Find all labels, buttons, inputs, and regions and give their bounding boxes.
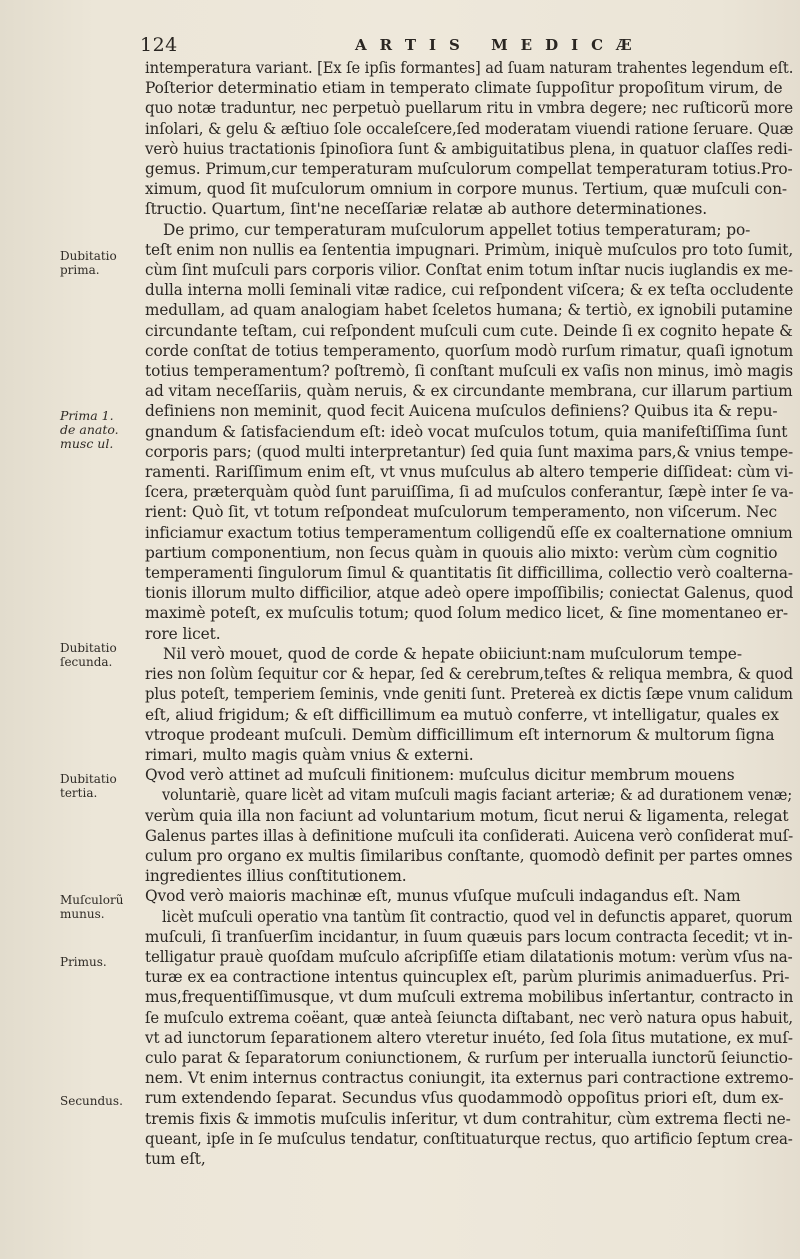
text-line: licèt muſculi operatio vna tantùm ſit contractio, quod vel in defunctis apparet, quorum xyxy=(162,907,793,926)
text-line: rum extendendo ſeparat. Secundus vſus quodammodò oppoſitus priori eſt, dum ex- xyxy=(145,1089,784,1108)
margin-note-line: prima. xyxy=(60,263,100,277)
text-line: Qvod verò attinet ad muſculi finitionem: muſculus dicitur membrum mouens xyxy=(145,766,735,785)
text-line: ingredientes illius conſtitutionem. xyxy=(145,867,407,886)
page-number: 124 xyxy=(140,34,178,56)
text-line: plus poteſt, temperiem ſeminis, vnde geniti ſunt. Pretereà ex dictis ſæpe vnum calidum xyxy=(145,685,793,704)
margin-note-line: munus. xyxy=(60,907,105,921)
margin-note-prima-de-anato xyxy=(60,409,140,451)
text-line: mus,frequentiſſimusque, vt dum muſculi extrema mobilibus inſertantur, contracto in xyxy=(145,988,794,1007)
text-line: culo parat & ſeparatorum coniunctionem, & rurſum per interualla iunctorũ ſeiunctio- xyxy=(145,1048,793,1067)
margin-note-line: Dubitatio xyxy=(60,249,117,263)
margin-note-dubitatio-secunda xyxy=(60,641,140,669)
text-line: rient: Quò ſit, vt totum reſpondeat muſculorum temperamento, non viſcerum. Nec xyxy=(145,503,778,522)
margin-note-line: musc ul. xyxy=(60,436,114,451)
text-line: verò huius tractationis ſpinoſiora ſunt & ambiguitatibus plena, in quatuor claſſes redi- xyxy=(145,139,793,158)
text-line: muſculi, ſi tranſuerſim incidantur, in ſuum quæuis pars locum contracta ſecedit; vt in- xyxy=(145,927,793,946)
text-line: inficiamur exactum totius temperamentum colligendũ eſſe ex coalternatione omnium xyxy=(145,523,793,542)
margin-note-secundus xyxy=(60,1094,140,1108)
margin-note-line: Primus. xyxy=(60,955,107,969)
text-line: circundante teſtam, cui reſpondent muſculi cum cute. Deinde ſi ex cognito hepate & xyxy=(145,321,793,340)
page-header xyxy=(140,34,780,56)
text-line: dulla interna molli ſeminali vitæ radice, cui reſpondent viſcera; & ex teſta occludente xyxy=(145,281,794,300)
text-line: turæ ex ea contractione intentus quincuplex eſt, parùm plurimis animaduerſus. Pri- xyxy=(145,968,790,987)
text-line: corporis pars; (quod multi interpretantur) ſed quia ſunt maxima pars,& vnius tempe- xyxy=(145,442,794,461)
text-line: tum eſt, xyxy=(145,1149,206,1168)
text-line: ſtructio. Quartum, ſint'ne neceſſariæ relatæ ab authore determinationes. xyxy=(145,200,708,219)
margin-note-dubitatio-tertia xyxy=(60,772,140,800)
text-line: ad vitam neceſſariis, quàm neruis, & ex circundante membrana, cur illarum partium xyxy=(145,382,793,401)
text-line: maximè poteſt, ex muſculis totum; quod ſolum medico licet, & ſine momentaneo er- xyxy=(145,604,788,623)
margin-note-line: Secundus. xyxy=(60,1094,123,1108)
text-line: tionis illorum multo difficilior, atque adeò opere impoſſibilis; coniectat Galenus, quod xyxy=(145,584,794,603)
text-line: totius temperamentum? poſtremò, ſi conſtant muſculi ex vaſis non minus, imò magis xyxy=(145,362,794,381)
text-line: De primo, cur temperaturam muſculorum appellet totius temperaturam; po- xyxy=(163,220,751,239)
margin-note-musculorum-munus xyxy=(60,893,140,921)
margin-note-line: tertia. xyxy=(60,786,98,800)
main-text xyxy=(145,58,793,1169)
text-line: eſt, aliud frigidum; & eſt difficillimum ea mutuò conferre, vt intelligatur, quales ex xyxy=(145,705,779,724)
text-line: Qvod verò maioris machinæ eſt, munus vſuſque muſculi indagandus eſt. Nam xyxy=(145,887,741,906)
text-line: vt ad iunctorum ſeparationem altero vteretur inuéto, ſed ſola ſitus mutatione, ex muſ- xyxy=(145,1028,793,1047)
text-line: gnandum & ſatisfaciendum eſt: ideò vocat muſculos totum, quia manifeſtiſſima ſunt xyxy=(145,422,788,441)
text-line: cùm ſint muſculi pars corporis vilior. Conſtat enim totum inſtar nucis iuglandis ex me- xyxy=(145,261,793,280)
running-head: ARTIS MEDICÆ xyxy=(355,36,645,54)
margin-note-line: de anato. xyxy=(60,422,119,437)
text-line: Galenus partes illas à definitione muſculi ita conſiderati. Auicena verò conſiderat muſ- xyxy=(145,826,794,845)
margin-note-line: Dubitatio xyxy=(60,641,117,655)
text-line: ſe muſculo extrema coëant, quæ anteà ſeiuncta diſtabant, nec verò natura opus habuit, xyxy=(145,1008,794,1027)
text-line: gemus. Primum,cur temperaturam muſculorum compellat temperaturam totius.Pro- xyxy=(145,160,793,179)
text-line: voluntariè, quare licèt ad vitam muſculi magis faciant arteriæ; & ad durationem venæ; xyxy=(161,786,793,805)
text-line: corde conſtat de totius temperamento, quorſum modò rurſum rimatur, quaſi ignotum xyxy=(145,341,794,360)
text-line: ries non ſolùm ſequitur cor & hepar, ſed & cerebrum,teſtes & reliqua membra, & quod xyxy=(145,665,793,684)
text-line: quo notæ traduntur, nec perpetuò puellarum ritu in vmbra degere; nec ruſticorũ more xyxy=(145,99,794,118)
margin-note-dubitatio-prima xyxy=(60,249,140,277)
text-line: tremis fixis & immotis muſculis inſeritur, vt dum contrahitur, cùm extrema flecti ne- xyxy=(145,1109,791,1128)
text-line: ramenti. Rariſſimum enim eſt, vt vnus muſculus ab altero temperie diſſideat: cùm vi- xyxy=(145,463,794,482)
text-line: culum pro organo ex multis ſimilaribus conſtante, quomodò definit per partes omnes xyxy=(145,846,793,865)
margin-note-line: Muſculorũ xyxy=(60,893,124,907)
text-line: vtroque prodeant muſculi. Demùm difficillimum eſt internorum & multorum ſigna xyxy=(145,725,775,744)
text-line: rimari, multo magis quàm vnius & externi. xyxy=(145,745,474,764)
margin-note-line: Prima 1. xyxy=(60,408,114,423)
margin-note-primus xyxy=(60,955,140,969)
text-line: verùm quia illa non faciunt ad voluntarium motum, ſicut nerui & ligamenta, relegat xyxy=(145,806,789,825)
text-line: temperamenti ſingulorum ſimul & quantitatis ſit difficillima, collectio verò coalterna- xyxy=(145,564,793,583)
text-line: teſt enim non nullis ea ſententia impugnari. Primùm, iniquè muſculos pro toto ſumit, xyxy=(145,240,794,259)
text-line: ſcera, præterquàm quòd ſunt paruiſſima, ſi ad muſculos conferantur, ſæpè inter ſe va- xyxy=(145,483,794,502)
text-line: partium componentium, non ſecus quàm in quouis alio mixto: verùm cùm cognitio xyxy=(145,543,778,562)
text-line: rore licet. xyxy=(145,624,221,643)
margin-note-line: ſecunda. xyxy=(60,655,113,669)
text-line: nem. Vt enim internus contractus coniungit, ita externus pari contractione extremo- xyxy=(145,1069,794,1088)
text-line: ximum, quod ſit muſculorum omnium in corpore munus. Tertium, quæ muſculi con- xyxy=(145,180,788,199)
text-line: queant, ipſe in ſe muſculus tendatur, conſtituaturque rectus, quo artificio ſeptum crea- xyxy=(145,1129,793,1148)
text-line: intemperatura variant. [Ex ſe ipſis formantes] ad ſuam naturam trahentes legendum eſt. xyxy=(145,59,794,77)
text-line: definiens non meminit, quod fecit Auicena muſculos definiens? Quibus ita & repu- xyxy=(145,402,778,421)
margin-note-line: Dubitatio xyxy=(60,772,117,786)
text-line: Poſterior determinatio etiam in temperato climate ſuppoſitur propoſitum virum, de xyxy=(145,79,783,98)
text-line: medullam, ad quam analogiam habet ſceletos humana; & tertiò, ex ignobili putamine xyxy=(145,301,793,320)
text-line: inſolari, & gelu & æſtiuo ſole occaleſcere,ſed moderatam viuendi ratione ſeruare. Quæ xyxy=(145,119,794,138)
text-line: telligatur prauè quoſdam muſculo aſcripſiſſe etiam dilatationis motum: verùm vſus na- xyxy=(145,947,793,966)
text-line: Nil verò mouet, quod de corde & hepate obiiciunt:nam muſculorum tempe- xyxy=(163,644,742,663)
